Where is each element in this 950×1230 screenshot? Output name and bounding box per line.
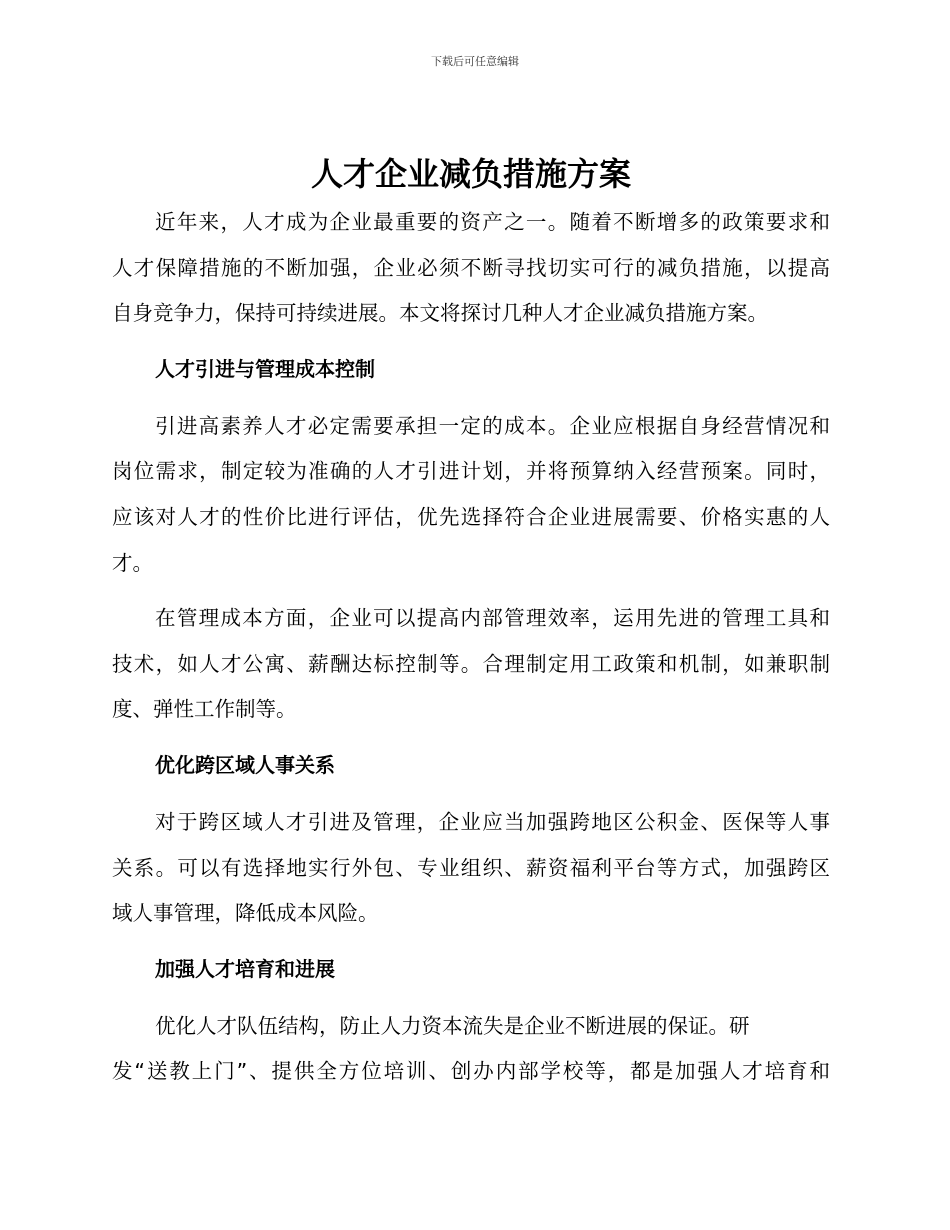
paragraph-line: 人才保障措施的不断加强，企业必须不断寻找切实可行的减负措施，以提高 bbox=[112, 255, 830, 280]
paragraph-line: 技术，如人才公寓、薪酬达标控制等。合理制定用工政策和机制，如兼职制 bbox=[112, 651, 830, 676]
paragraph-line: 域人事管理，降低成本风险。 bbox=[112, 901, 379, 926]
paragraph-line: 在管理成本方面，企业可以提高内部管理效率，运用先进的管理工具和 bbox=[155, 606, 830, 631]
section-heading-cross-region: 优化跨区域人事关系 bbox=[155, 752, 335, 777]
section3-paragraph-1 bbox=[112, 1004, 830, 1095]
paragraph-line: 才。 bbox=[112, 550, 153, 575]
section1-paragraph-1 bbox=[112, 404, 830, 586]
paragraph-line: 应该对人才的性价比进行评估，优先选择符合企业进展需要、价格实惠的人 bbox=[112, 504, 830, 529]
paragraph-line: 度、弹性工作制等。 bbox=[112, 697, 297, 722]
section2-paragraph-1 bbox=[112, 800, 830, 937]
document-body bbox=[112, 148, 830, 1095]
paragraph-line: 发“送教上门”、提供全方位培训、创办内部学校等，都是加强人才培育和 bbox=[112, 1059, 830, 1084]
paragraph-line: 关系。可以有选择地实行外包、专业组织、薪资福利平台等方式，加强跨区 bbox=[112, 855, 830, 880]
paragraph-line: 近年来，人才成为企业最重要的资产之一。随着不断增多的政策要求和 bbox=[155, 210, 830, 234]
paragraph-line: 自身竞争力，保持可持续进展。本文将探讨几种人才企业减负措施方案。 bbox=[112, 301, 768, 326]
section1-paragraph-2 bbox=[112, 596, 830, 733]
header-note: 下载后可任意编辑 bbox=[431, 55, 519, 68]
paragraph-line: 岗位需求，制定较为准确的人才引进计划，并将预算纳入经营预案。同时， bbox=[112, 459, 830, 484]
paragraph-line: 对于跨区域人才引进及管理，企业应当加强跨地区公积金、医保等人事 bbox=[155, 809, 830, 834]
section-heading-talent-development: 加强人才培育和进展 bbox=[155, 956, 335, 981]
section-heading-talent-cost: 人才引进与管理成本控制 bbox=[155, 356, 375, 381]
document-title: 人才企业减负措施方案 bbox=[310, 155, 631, 193]
intro-paragraph bbox=[112, 200, 830, 337]
paragraph-line: 引进高素养人才必定需要承担一定的成本。企业应根据自身经营情况和 bbox=[155, 413, 830, 438]
paragraph-line: 优化人才队伍结构，防止人力资本流失是企业不断进展的保证。研 bbox=[155, 1013, 750, 1038]
